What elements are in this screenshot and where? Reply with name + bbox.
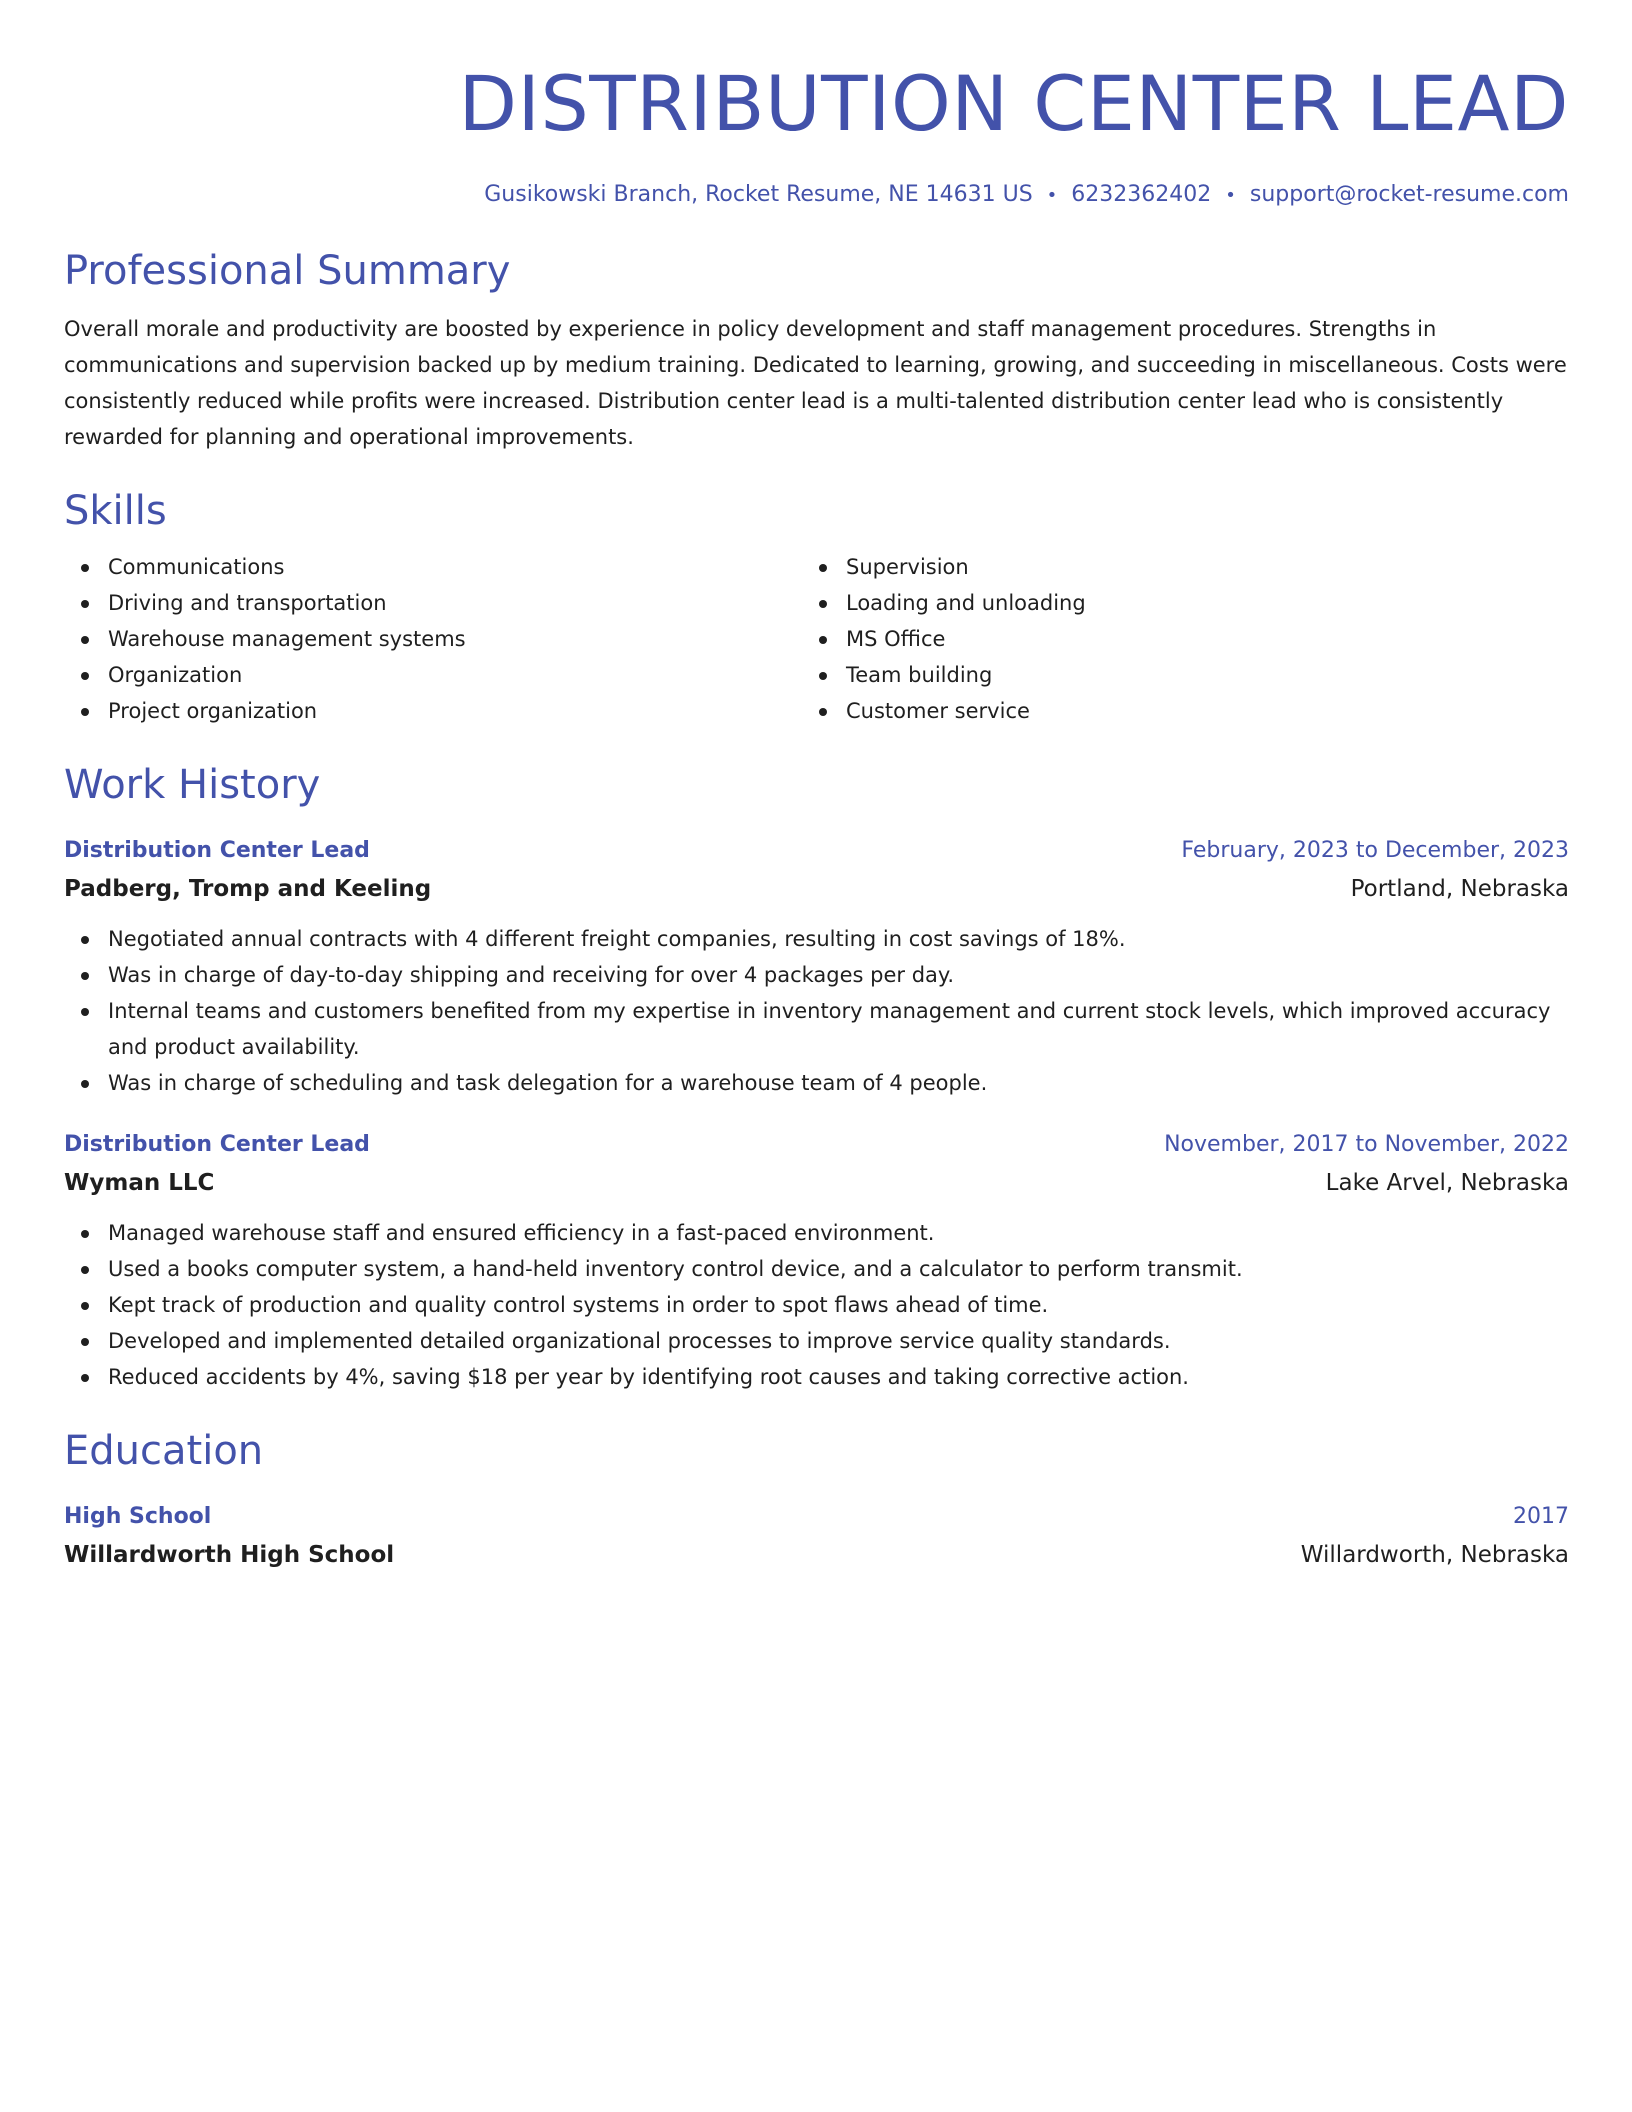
section-title-summary: Professional Summary — [64, 248, 511, 294]
job-bullets — [64, 1215, 1569, 1395]
job-bullet: Developed and implemented detailed organizational processes to improve service quality standards. — [64, 1323, 1569, 1359]
job-bullet: Used a books computer system, a hand-held inventory control device, and a calculator to perform transmit. — [64, 1251, 1569, 1287]
education-location: Willardworth, Nebraska — [1300, 1542, 1569, 1568]
skill-item: Team building — [802, 657, 1540, 693]
job-title: Distribution Center Lead — [64, 1132, 370, 1157]
job-bullets — [64, 921, 1569, 1101]
job-title-row — [64, 833, 1569, 869]
summary-section — [64, 245, 1569, 455]
contact-phone[interactable]: 6232362402 — [1071, 182, 1212, 207]
skill-item: Project organization — [64, 693, 802, 729]
job-entry — [64, 833, 1569, 1101]
job-title-row — [64, 1127, 1569, 1163]
skills-column-right — [802, 549, 1540, 729]
education-year: 2017 — [1513, 1504, 1569, 1529]
skills-columns — [64, 549, 1569, 729]
education-entry — [64, 1499, 1569, 1575]
contact-separator: • — [1046, 185, 1058, 206]
education-degree: High School — [64, 1504, 212, 1529]
job-company: Wyman LLC — [64, 1170, 215, 1196]
skill-item: Communications — [64, 549, 802, 585]
job-bullet: Managed warehouse staff and ensured efficiency in a fast-paced environment. — [64, 1215, 1569, 1251]
skill-item: Supervision — [802, 549, 1540, 585]
job-company: Padberg, Tromp and Keeling — [64, 876, 432, 902]
job-bullet: Was in charge of scheduling and task delegation for a warehouse team of 4 people. — [64, 1065, 1569, 1101]
skill-item: Driving and transportation — [64, 585, 802, 621]
skill-item: Warehouse management systems — [64, 621, 802, 657]
contact-address: Gusikowski Branch, Rocket Resume, NE 14631 US — [484, 182, 1033, 207]
contact-email[interactable]: support@rocket-resume.com — [1249, 182, 1569, 207]
skill-item: Customer service — [802, 693, 1540, 729]
job-title: Distribution Center Lead — [64, 838, 370, 863]
job-location: Lake Arvel, Nebraska — [1325, 1170, 1569, 1196]
skills-section — [64, 485, 1569, 729]
section-title-skills: Skills — [64, 488, 167, 534]
job-entry — [64, 1127, 1569, 1395]
candidate-name: DISTRIBUTION CENTER LEAD — [458, 59, 1569, 148]
education-school-row — [64, 1535, 1569, 1575]
education-degree-row — [64, 1499, 1569, 1535]
contact-separator: • — [1225, 185, 1236, 206]
skills-column-left — [64, 549, 802, 729]
job-bullet: Internal teams and customers benefited from my expertise in inventory management and current stock levels, which improved accuracy and product availability. — [64, 993, 1569, 1065]
education-school: Willardworth High School — [64, 1542, 395, 1568]
education-section — [64, 1425, 1569, 1575]
job-bullet: Was in charge of day-to-day shipping and receiving for over 4 packages per day. — [64, 957, 1569, 993]
summary-text: Overall morale and productivity are boosted by experience in policy development and staff management procedures. Strengths in communications and supervision backed up by medium training. Dedicated to learning, growing, and succeeding in miscellaneous. Costs were consistently reduced while profits were increased. Distribution center lead is a multi-talented distribution center lead who is consistently rewarded for planning and operational improvements. — [64, 317, 1567, 449]
skill-item: MS Office — [802, 621, 1540, 657]
job-dates: February, 2023 to December, 2023 — [1181, 838, 1569, 863]
job-company-row — [64, 1163, 1569, 1203]
contact-line — [64, 180, 1569, 211]
job-location: Portland, Nebraska — [1350, 876, 1569, 902]
skill-item: Organization — [64, 657, 802, 693]
job-bullet: Reduced accidents by 4%, saving $18 per year by identifying root causes and taking corrective action. — [64, 1359, 1569, 1395]
work-history-section — [64, 759, 1569, 1395]
job-company-row — [64, 869, 1569, 909]
section-title-work-history: Work History — [64, 762, 321, 808]
job-bullet: Kept track of production and quality control systems in order to spot flaws ahead of time. — [64, 1287, 1569, 1323]
section-title-education: Education — [64, 1428, 264, 1474]
job-dates: November, 2017 to November, 2022 — [1164, 1132, 1569, 1157]
job-bullet: Negotiated annual contracts with 4 different freight companies, resulting in cost savings of 18%. — [64, 921, 1569, 957]
resume-header — [64, 60, 1569, 211]
skill-item: Loading and unloading — [802, 585, 1540, 621]
